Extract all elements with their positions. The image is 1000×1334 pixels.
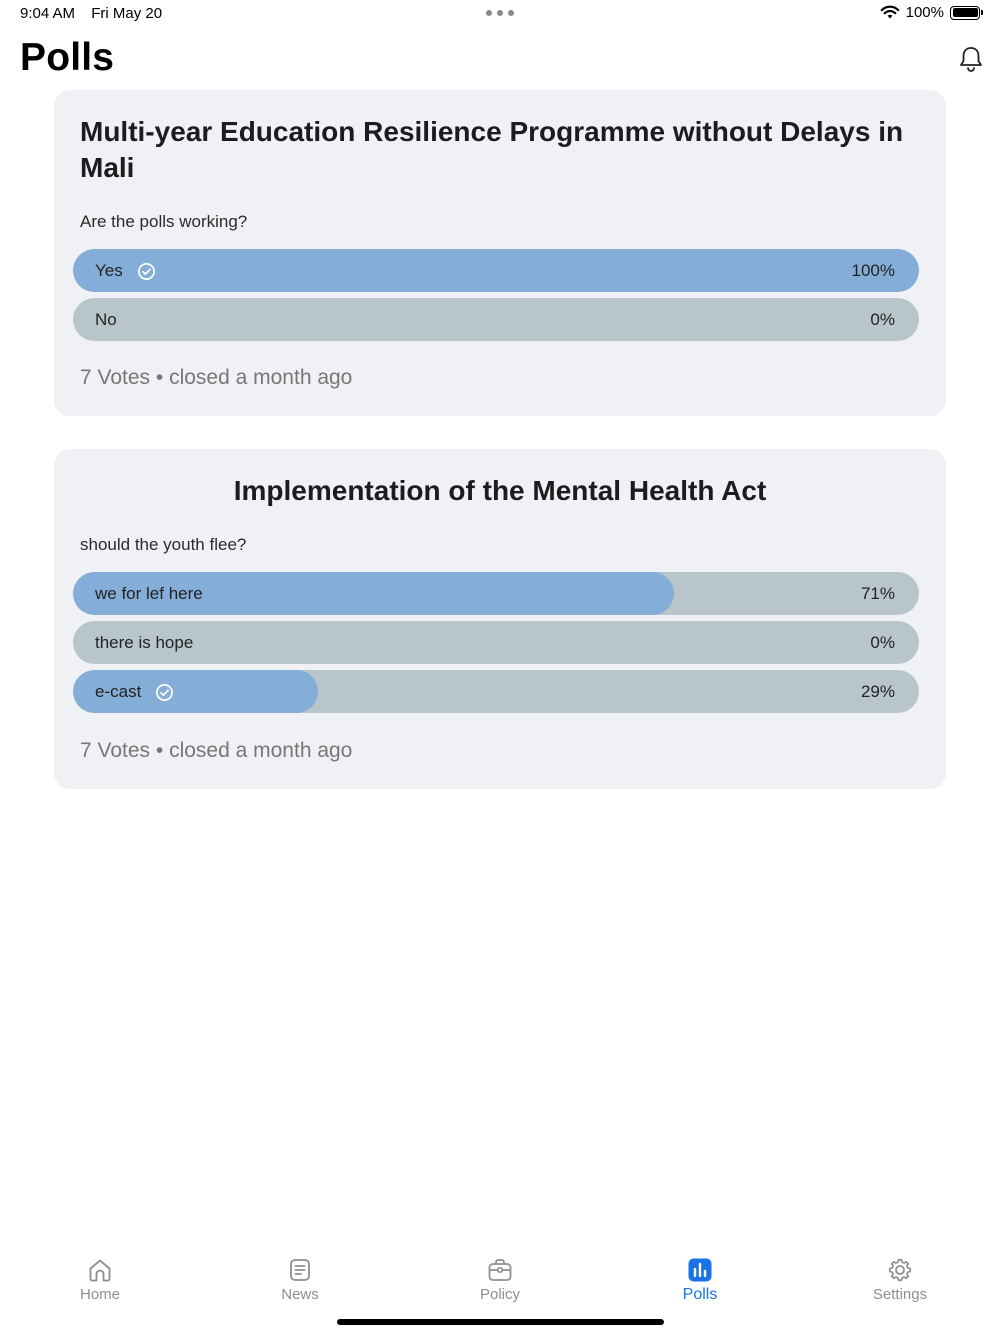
battery-percent: 100% — [905, 4, 944, 21]
poll-option-label: Yes — [95, 261, 123, 280]
tab-label: Policy — [479, 1286, 520, 1303]
poll-card — [54, 449, 946, 789]
page-title: Polls — [20, 36, 115, 79]
check-circle-icon — [155, 683, 174, 702]
tab-label: Polls — [682, 1286, 718, 1303]
poll-option-label: e-cast — [95, 682, 142, 701]
poll-option-percent: 0% — [870, 633, 895, 652]
poll-option-percent: 100% — [851, 261, 895, 280]
poll-title: Multi-year Education Resilience Programme without Delays in Mali — [80, 116, 904, 183]
tab-news[interactable] — [240, 1250, 360, 1303]
poll-option-label: there is hope — [95, 633, 194, 652]
status-date: Fri May 20 — [91, 5, 163, 22]
poll-option-there-is-hope[interactable] — [73, 621, 919, 664]
news-icon — [286, 1256, 314, 1284]
home-indicator — [337, 1319, 664, 1325]
poll-option-label: No — [95, 310, 117, 329]
multitasking-dots-icon[interactable] — [486, 10, 514, 16]
tab-label: Home — [79, 1286, 120, 1303]
tab-label: News — [281, 1286, 319, 1303]
poll-option-fill — [73, 249, 919, 292]
wifi-icon — [880, 5, 900, 20]
status-bar — [0, 0, 1000, 28]
status-time: 9:04 AM — [20, 5, 76, 22]
check-circle-icon — [137, 262, 156, 281]
tab-polls[interactable] — [640, 1250, 760, 1304]
poll-option-e-cast[interactable] — [73, 670, 919, 713]
tab-home[interactable] — [40, 1250, 160, 1303]
poll-footer: 7 Votes • closed a month ago — [80, 366, 353, 389]
status-time-date — [20, 5, 174, 22]
status-indicators — [880, 4, 980, 21]
battery-icon — [950, 6, 980, 20]
tab-policy[interactable] — [440, 1250, 560, 1303]
bell-icon[interactable] — [956, 44, 986, 74]
gear-icon — [886, 1256, 914, 1284]
poll-option-label: we for lef here — [95, 584, 203, 603]
poll-question: should the youth flee? — [80, 535, 247, 554]
poll-option-yes[interactable] — [73, 249, 919, 292]
poll-option-percent: 0% — [870, 310, 895, 329]
poll-footer: 7 Votes • closed a month ago — [80, 739, 353, 762]
briefcase-icon — [486, 1256, 514, 1284]
tab-bar — [0, 1250, 1000, 1310]
poll-title: Implementation of the Mental Health Act — [233, 475, 767, 506]
poll-option-percent: 29% — [860, 682, 895, 701]
poll-question: Are the polls working? — [80, 212, 248, 231]
poll-card — [54, 90, 946, 416]
tab-settings[interactable] — [840, 1250, 960, 1303]
tab-label: Settings — [872, 1286, 928, 1303]
home-icon — [86, 1256, 114, 1284]
poll-option-percent: 71% — [860, 584, 895, 603]
poll-option-we-for-lef-here[interactable] — [73, 572, 919, 615]
bar-chart-icon — [686, 1256, 714, 1284]
poll-option-no[interactable] — [73, 298, 919, 341]
